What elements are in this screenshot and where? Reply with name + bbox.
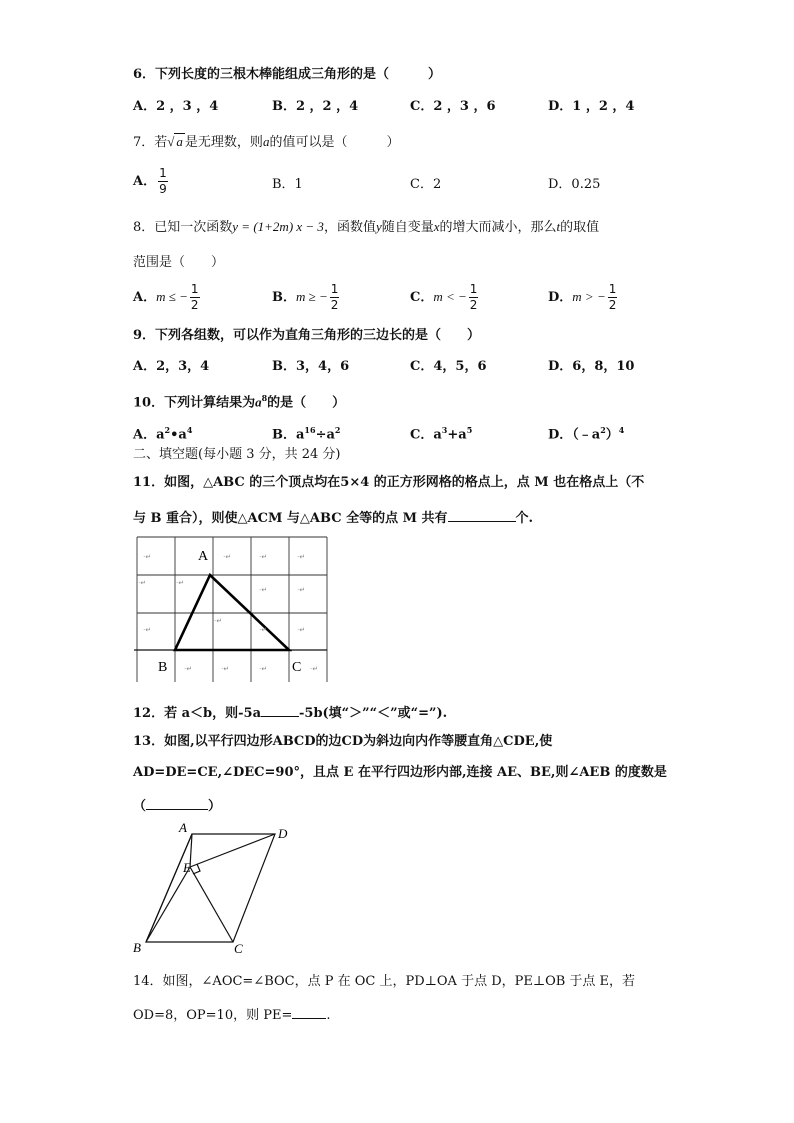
cell-mark: ·↵ <box>214 617 223 625</box>
exponent: 2 <box>600 425 606 435</box>
q12-pre: 12．若 a＜b，则-5a <box>133 706 261 721</box>
q13-line3 <box>133 795 221 816</box>
fraction <box>330 282 340 313</box>
cell-mark: ·↵ <box>223 553 232 561</box>
q14-line1: 14．如图，∠AOC=∠BOC，点 P 在 OC 上，PD⊥OA 于点 D，PE⊥OB 于点 E，若 <box>133 974 636 989</box>
q14-line2-post: . <box>326 1008 331 1023</box>
cell-mark: ·↵ <box>143 626 152 634</box>
cell-mark: ·↵ <box>138 579 147 587</box>
fraction <box>608 282 618 313</box>
q8-option-c <box>410 282 480 313</box>
q11-grid-figure <box>130 532 330 682</box>
q13-parallelogram-figure <box>130 820 300 958</box>
sqrt-expression: √ a <box>167 134 183 149</box>
q7-option-b: B．1 <box>272 177 303 192</box>
q8-var-x: x <box>433 219 440 234</box>
q14-line2-pre: OD=8，OP=10，则 PE= <box>133 1008 293 1023</box>
q8-mid1: ，函数值 <box>323 220 376 235</box>
q12-post: -5b(填“＞”“＜”或“=”). <box>299 706 448 721</box>
label-a: A <box>179 820 187 835</box>
answer-blank[interactable] <box>292 1004 326 1019</box>
fraction-numerator: 1 <box>608 282 617 296</box>
q10-stem-base: a <box>255 394 262 410</box>
q8-option-d-label: D． <box>548 290 573 305</box>
q8-option-a-label: A． <box>133 290 157 305</box>
fraction <box>469 282 479 313</box>
exponent: 2 <box>334 425 341 435</box>
fraction-denominator: 2 <box>608 298 617 312</box>
q10-option-d-op: ） <box>605 427 619 443</box>
label-c: C <box>292 660 302 675</box>
label-c: C <box>234 941 243 956</box>
q10-option-b-base: B．a <box>272 427 305 443</box>
cell-mark: ·↵ <box>297 626 306 634</box>
q6-option-a: A．2 ，3 ，4 <box>133 99 219 114</box>
exponent: 2 <box>164 425 171 435</box>
cell-mark: ·↵ <box>297 586 306 594</box>
q8-option-a <box>133 282 202 313</box>
q9-option-a: A．2，3，4 <box>133 359 210 374</box>
q10-option-a-op: •a <box>170 427 187 443</box>
cell-mark: ·↵ <box>176 579 185 587</box>
q7-mid: 是无理数，则 <box>184 135 263 150</box>
q8-suffix: 的取值 <box>560 220 600 235</box>
q13-line2: AD=DE=CE,∠DEC=90°，且点 E 在平行四边形内部,连接 AE、BE,则∠AEB 的度数是 <box>133 765 667 780</box>
fraction-denominator: 2 <box>330 298 339 312</box>
q8-option-d <box>548 282 619 313</box>
q8-stem-line2: 范围是（ ） <box>133 255 225 270</box>
q10-stem-pre: 10．下列计算结果为 <box>133 395 256 411</box>
q8-var-t: t <box>556 219 561 234</box>
q8-var-y: y <box>375 219 382 234</box>
q10-stem <box>133 389 345 412</box>
q7-option-a-label: A． <box>133 174 157 189</box>
cell-mark: ·↵ <box>310 665 319 673</box>
q8-option-b-label: B． <box>272 290 296 305</box>
q8-stem-line1 <box>133 218 599 237</box>
exponent: 4 <box>618 425 625 435</box>
fraction-denominator: 2 <box>190 298 199 312</box>
q11-line2-post: 个. <box>515 511 534 526</box>
q12-text <box>133 702 447 723</box>
q14-line2 <box>133 1004 331 1025</box>
fraction-numerator: 1 <box>330 282 339 296</box>
q10-option-a-base: A．a <box>133 427 165 443</box>
q7-radicand: a <box>176 134 183 149</box>
q7-option-c: C．2 <box>410 177 442 192</box>
q10-option-d <box>548 421 624 444</box>
label-b: B <box>158 660 168 675</box>
q8-option-d-expr: m > − <box>572 289 606 304</box>
fraction <box>158 166 168 197</box>
q10-option-c-base: C．a <box>410 427 442 443</box>
q6-option-c: C．2 ，3 ，6 <box>410 99 496 114</box>
answer-blank[interactable] <box>261 702 299 717</box>
cell-mark: ·↵ <box>259 553 268 561</box>
fraction-numerator: 1 <box>190 282 199 296</box>
fraction-numerator: 1 <box>469 282 478 296</box>
fraction-denominator: 2 <box>469 298 478 312</box>
q10-option-b <box>272 421 340 444</box>
q10-option-a <box>133 421 192 444</box>
q8-mid2: 随自变量 <box>381 220 434 235</box>
q7-prefix: 7．若 <box>133 135 168 150</box>
q8-formula: y = (1+2m) x − 3 <box>232 219 324 234</box>
q7-option-d: D．0.25 <box>548 177 601 192</box>
q11-line2 <box>133 507 533 528</box>
label-b: B <box>133 940 141 955</box>
q8-option-c-expr: m < − <box>433 289 467 304</box>
q10-option-c-op: +a <box>447 427 467 443</box>
q7-var: a <box>262 134 270 149</box>
q10-option-d-base: D．（﹣a <box>548 427 601 443</box>
label-a: A <box>198 549 209 564</box>
q7-option-a <box>133 166 170 197</box>
q8-option-c-label: C． <box>410 290 434 305</box>
q10-stem-exponent: 8 <box>261 393 268 403</box>
q10-option-c <box>410 421 472 444</box>
label-d: D <box>278 826 288 841</box>
q9-option-c: C．4，5，6 <box>410 359 487 374</box>
q8-mid3: 的增大而减小，那么 <box>439 220 557 235</box>
exponent: 16 <box>304 425 316 435</box>
q10-option-b-op: ÷a <box>315 427 335 443</box>
q7-stem <box>133 133 399 152</box>
q9-stem: 9．下列各组数，可以作为直角三角形的三边长的是（ ） <box>133 328 481 343</box>
cell-mark: ·↵ <box>259 586 268 594</box>
q8-option-b <box>272 282 341 313</box>
exponent: 4 <box>186 425 193 435</box>
q11-line1: 11．如图，△ABC 的三个顶点均在5×4 的正方形网格的格点上，点 M 也在格点上（不 <box>133 475 645 490</box>
exponent: 3 <box>441 425 448 435</box>
q8-option-a-expr: m ≤ − <box>156 289 188 304</box>
q8-prefix: 8．已知一次函数 <box>133 220 233 235</box>
q13-line1: 13．如图,以平行四边形ABCD的边CD为斜边向内作等腰直角△CDE,使 <box>133 734 553 749</box>
parallelogram-lines <box>146 834 275 942</box>
q13-line3-post: ） <box>208 799 222 814</box>
label-e: E <box>183 860 191 875</box>
fraction-denominator: 9 <box>159 182 167 196</box>
fraction <box>190 282 200 313</box>
q9-option-b: B．3，4，6 <box>272 359 350 374</box>
cell-mark: ·↵ <box>259 665 268 673</box>
q9-option-d: D．6，8，10 <box>548 359 635 374</box>
cell-mark: ·↵ <box>221 665 230 673</box>
q6-option-b: B．2 ，2 ，4 <box>272 99 359 114</box>
fraction-numerator: 1 <box>159 166 167 180</box>
cell-mark: ·↵ <box>184 665 193 673</box>
cell-mark: ·↵ <box>259 626 268 634</box>
cell-mark: ·↵ <box>143 553 152 561</box>
answer-blank[interactable] <box>146 795 208 810</box>
q13-line3-pre: （ <box>133 799 147 814</box>
triangle-abc <box>175 575 289 650</box>
exponent: 5 <box>466 425 473 435</box>
q10-stem-post: 的是（ ） <box>267 395 346 411</box>
cell-mark: ·↵ <box>297 553 306 561</box>
q7-suffix: 的值可以是（ ） <box>269 135 400 150</box>
q6-stem: 6．下列长度的三根木棒能组成三角形的是（ ） <box>133 67 442 82</box>
answer-blank[interactable] <box>448 507 516 522</box>
q8-option-b-expr: m ≥ − <box>296 289 328 304</box>
q11-line2-pre: 与 B 重合），则使△ACM 与△ABC 全等的点 M 共有 <box>133 511 448 526</box>
section-heading: 二、填空题(每小题 3 分，共 24 分) <box>133 447 341 462</box>
q6-option-d: D．1 ，2 ，4 <box>548 99 635 114</box>
